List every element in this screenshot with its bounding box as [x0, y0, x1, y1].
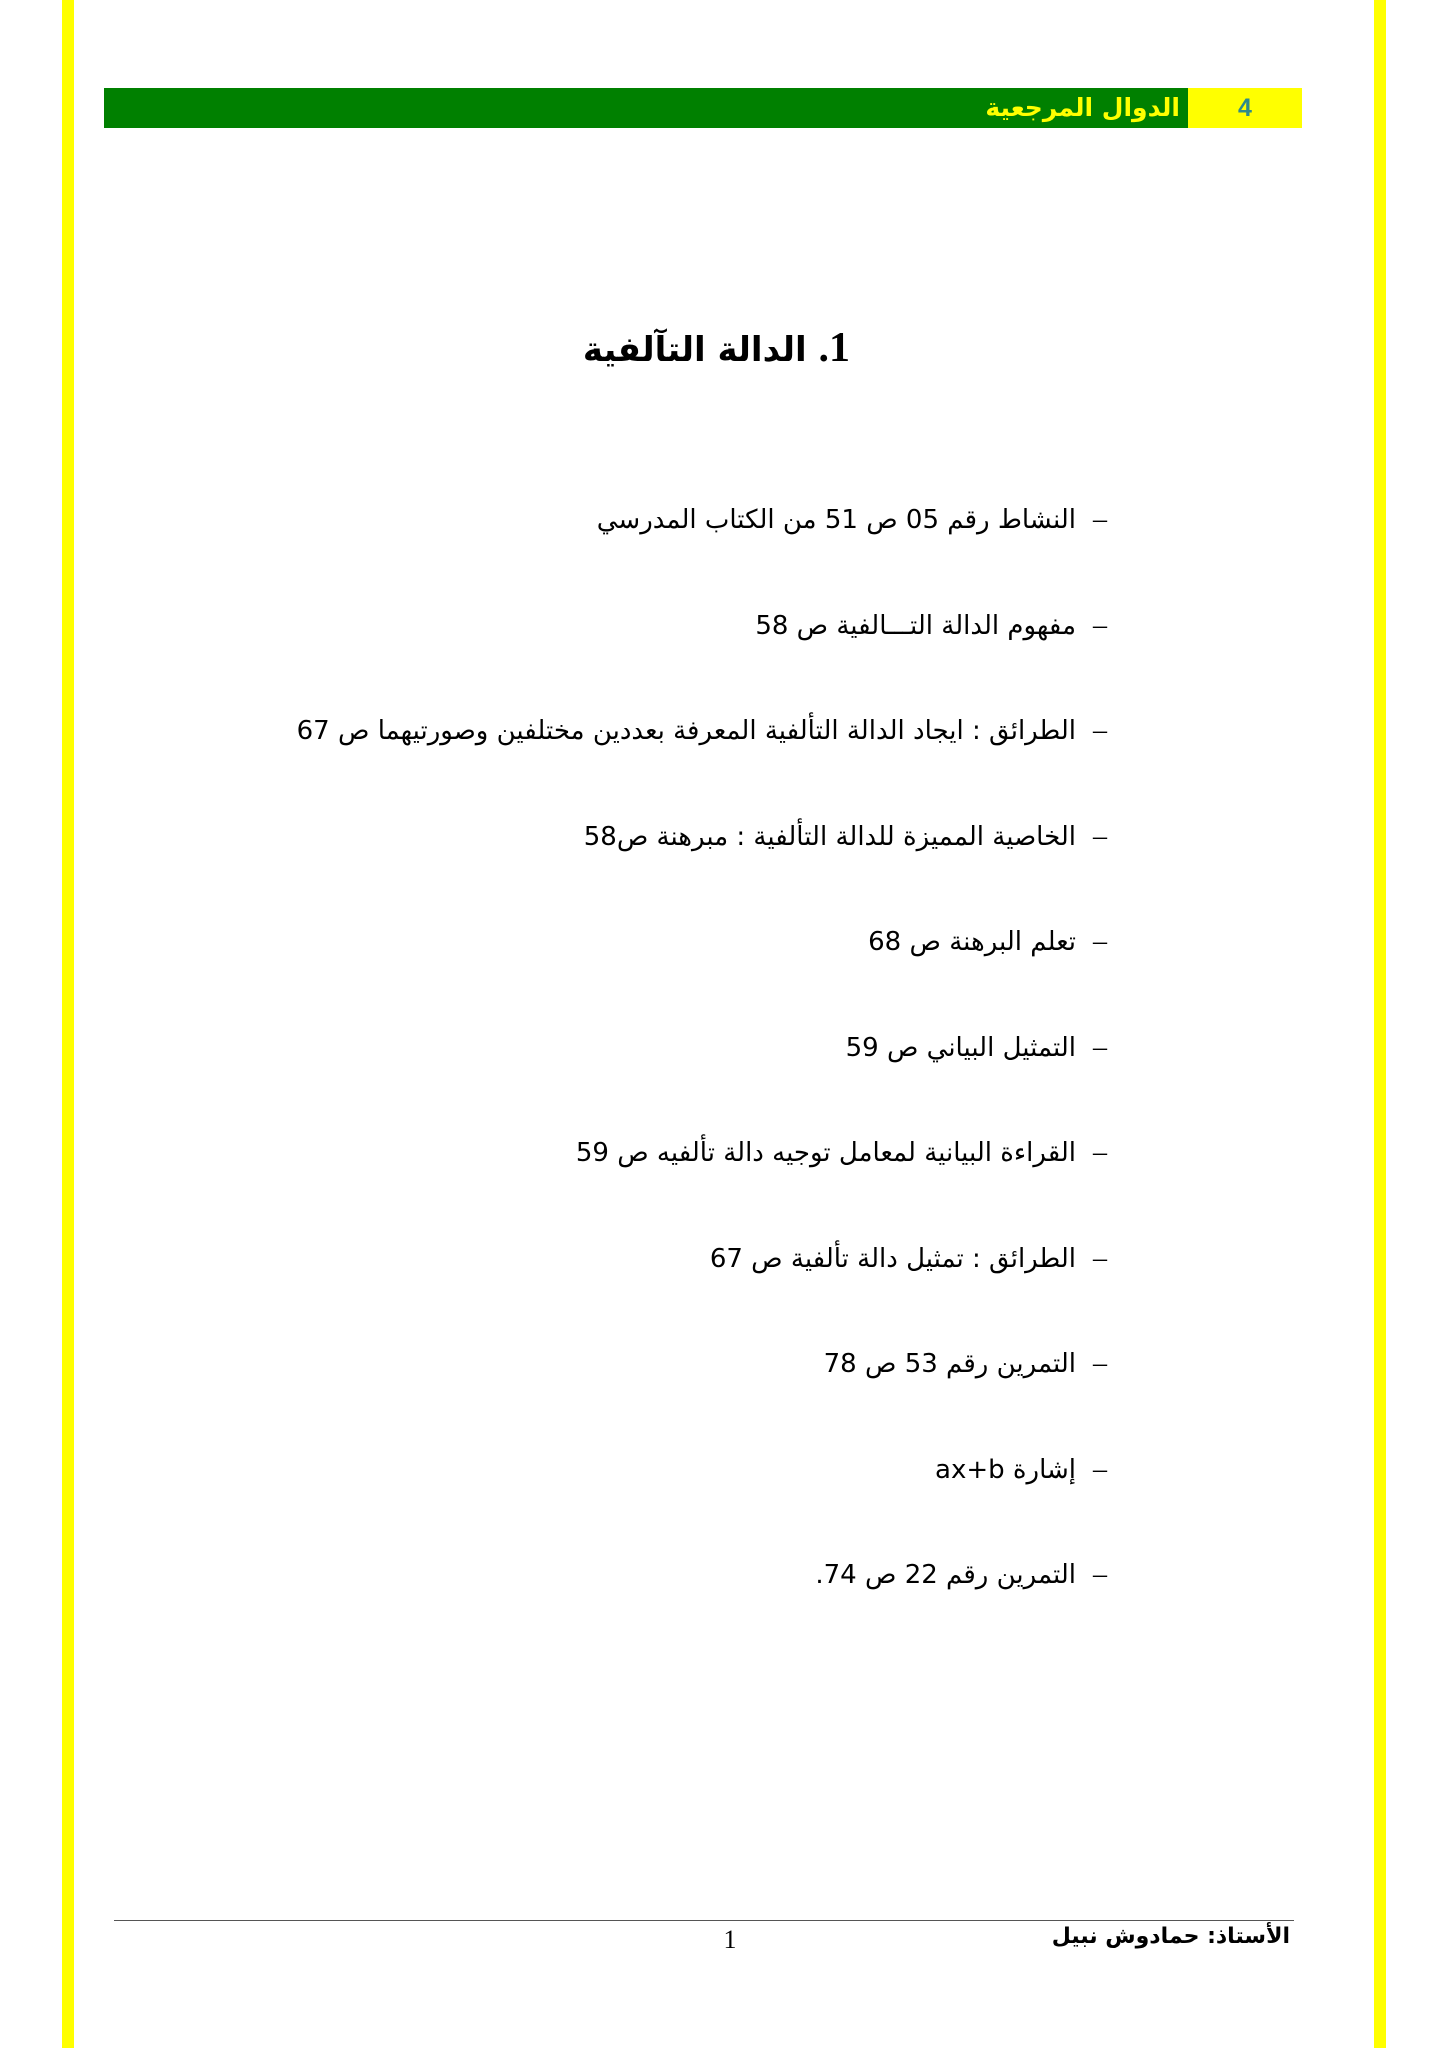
- lesson-items-list: [200, 488, 1120, 1649]
- list-item: [200, 699, 1120, 805]
- page-border-left: [62, 0, 74, 2048]
- list-item: [200, 594, 1120, 700]
- bullet-dash: –: [1093, 609, 1107, 641]
- bullet-dash: –: [1093, 715, 1107, 746]
- list-item: [200, 1016, 1120, 1122]
- list-item: [200, 488, 1120, 594]
- list-item: [200, 1332, 1120, 1438]
- list-item: [200, 1543, 1120, 1649]
- bullet-dash: –: [1093, 504, 1107, 535]
- list-item-text: تعلم البرهنة ص 68: [868, 927, 1076, 957]
- bullet-dash: –: [1093, 1348, 1107, 1379]
- list-item-text: الخاصية المميزة للدالة التألفية : مبرهنة ص58: [583, 821, 1076, 852]
- chapter-number-box: [1188, 88, 1302, 128]
- section-title-text: الدالة التآلفية: [582, 330, 807, 370]
- bullet-dash: –: [1093, 926, 1107, 957]
- bullet-dash: –: [1093, 1031, 1107, 1063]
- section-title: [480, 318, 850, 378]
- list-item-text: التمثيل البياني ص 59: [845, 1032, 1076, 1063]
- list-item-text: الطرائق : تمثيل دالة تألفية ص 67: [709, 1243, 1076, 1274]
- bullet-dash: –: [1093, 1559, 1107, 1590]
- page-number: 1: [723, 1925, 737, 1954]
- bullet-dash: –: [1093, 820, 1107, 852]
- chapter-number: 4: [1238, 94, 1252, 122]
- section-number: 1.: [818, 325, 850, 371]
- list-item: [200, 1438, 1120, 1544]
- list-item: [200, 910, 1120, 1016]
- list-item-text: إشارة ax+b: [935, 1454, 1076, 1485]
- author-name: الأستاذ: حمادوش نبيل: [1051, 1924, 1290, 1949]
- bullet-dash: –: [1093, 1453, 1107, 1485]
- footer-divider: [114, 1920, 1294, 1921]
- bullet-dash: –: [1093, 1137, 1107, 1168]
- list-item-text: القراءة البيانية لمعامل توجيه دالة تألفيه ص 59: [575, 1138, 1076, 1168]
- list-item: [200, 805, 1120, 911]
- chapter-title: الدوال المرجعية: [985, 93, 1180, 122]
- list-item: [200, 1121, 1120, 1227]
- list-item-text: التمرين رقم 53 ص 78: [823, 1349, 1076, 1379]
- list-item-text: النشاط رقم 05 ص 51 من الكتاب المدرسي: [596, 505, 1076, 535]
- list-item: [200, 1227, 1120, 1333]
- list-item-text: التمرين رقم 22 ص 74.: [815, 1560, 1076, 1590]
- list-item-text: مفهوم الدالة التـــالفية ص 58: [755, 610, 1076, 641]
- bullet-dash: –: [1093, 1242, 1107, 1274]
- list-item-text: الطرائق : ايجاد الدالة التألفية المعرفة بعددين مختلفين وصورتيهما ص 67: [296, 716, 1076, 746]
- page-border-right: [1374, 0, 1386, 2048]
